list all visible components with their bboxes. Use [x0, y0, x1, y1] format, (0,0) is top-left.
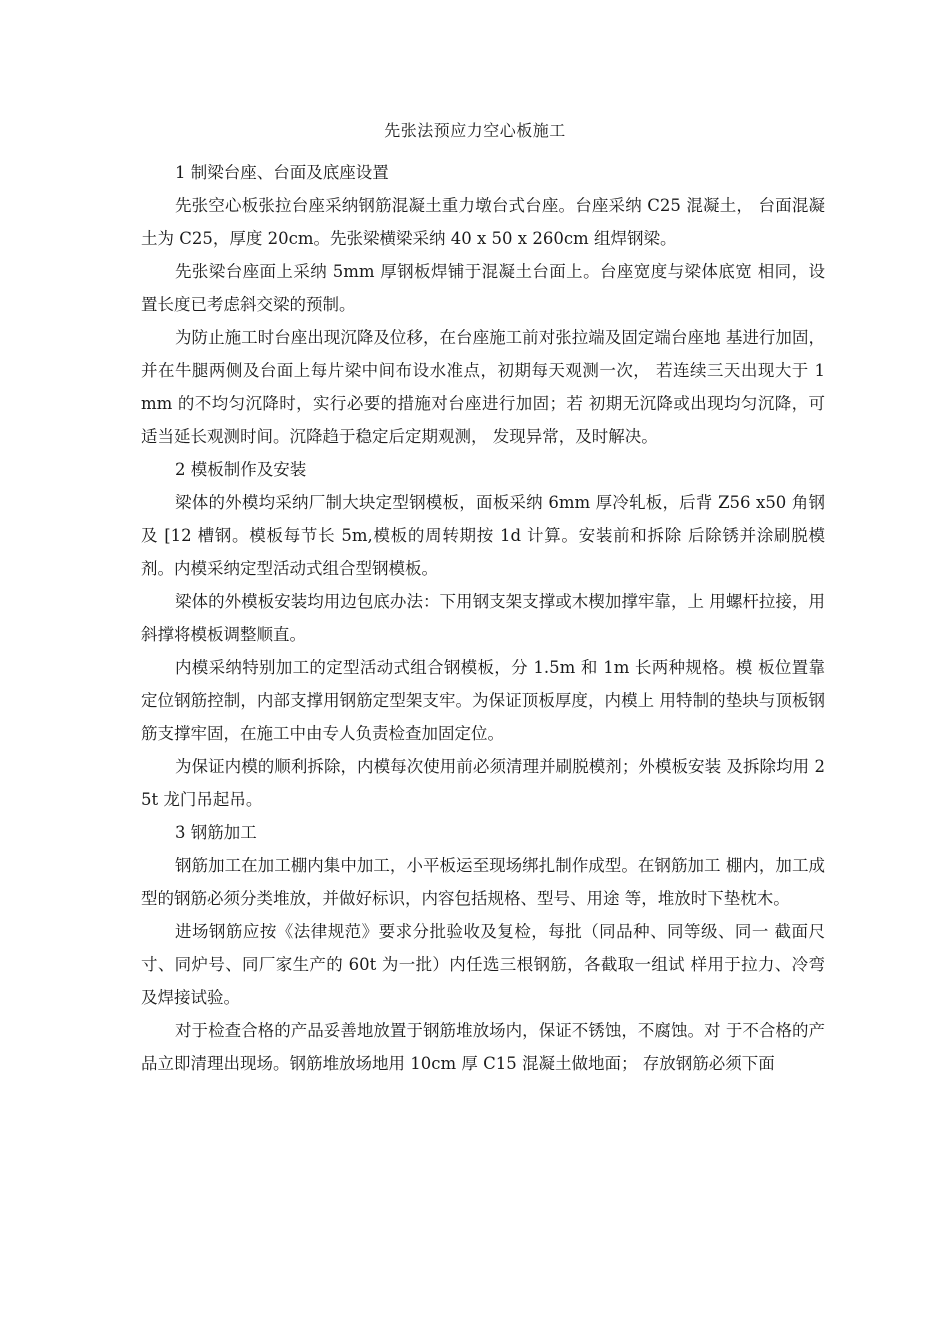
- section-heading-3: 3 钢筋加工: [175, 823, 257, 842]
- paragraph-6: 内模采纳特别加工的定型活动式组合钢模板，分 1.5m 和 1m 长两种规格。模 板位置靠定位钢筋控制，内部支撑用钢筋定型架支牢。为保证顶板厚度，内模上 用特制的垫块与顶板钢筋支撑牢固，在施工中由专人负责检查加固定位。: [141, 658, 825, 743]
- section-heading-2: 2 模板制作及安装: [175, 460, 307, 479]
- paragraph-3: 为防止施工时台座出现沉降及位移，在台座施工前对张拉端及固定端台座地 基进行加固，并在牛腿两侧及台面上每片梁中间布设水准点，初期每天观测一次， 若连续三天出现大于 1 mm 的不均匀沉降时，实行必要的措施对台座进行加固；若 初期无沉降或出现均匀沉降，可适当延长观测时间。沉降趋于稳定后定期观测， 发现异常，及时解决。: [141, 328, 825, 446]
- paragraph-5: 梁体的外模板安装均用边包底办法：下用钢支架支撑或木楔加撑牢靠，上 用螺杆拉接，用斜撑将模板调整顺直。: [141, 592, 825, 644]
- paragraph-9: 进场钢筋应按《法律规范》要求分批验收及复检，每批（同品种、同等级、同一 截面尺寸、同炉号、同厂家生产的 60t 为一批）内任选三根钢筋，各截取一组试 样用于拉力、冷弯及焊接试验。: [141, 922, 825, 1007]
- paragraph-1: 先张空心板张拉台座采纳钢筋混凝土重力墩台式台座。台座采纳 C25 混凝土， 台面混凝土为 C25，厚度 20cm。先张梁横梁采纳 40 x 50 x 260cm 组焊钢梁。: [141, 196, 825, 248]
- paragraph-2: 先张梁台座面上采纳 5mm 厚钢板焊铺于混凝土台面上。台座宽度与梁体底宽 相同，设置长度已考虑斜交梁的预制。: [141, 262, 825, 314]
- paragraph-8: 钢筋加工在加工棚内集中加工，小平板运至现场绑扎制作成型。在钢筋加工 棚内，加工成型的钢筋必须分类堆放，并做好标识，内容包括规格、型号、用途 等，堆放时下垫枕木。: [141, 856, 825, 908]
- paragraph-4: 梁体的外模均采纳厂制大块定型钢模板，面板采纳 6mm 厚冷轧板，后背 Z56 x50 角钢及 [12 槽钢。模板每节长 5m,模板的周转期按 1d 计算。安装前和拆除 后除锈并涂刷脱模剂。内模采纳定型活动式组合型钢模板。: [141, 493, 825, 578]
- document-title: 先张法预应力空心板施工: [384, 121, 566, 140]
- paragraph-7: 为保证内模的顺利拆除，内模每次使用前必须清理并刷脱模剂；外模板安装 及拆除均用 25t 龙门吊起吊。: [141, 757, 825, 809]
- document-body: [141, 156, 825, 1080]
- paragraph-10: 对于检查合格的产品妥善地放置于钢筋堆放场内，保证不锈蚀，不腐蚀。对 于不合格的产品立即清理出现场。钢筋堆放场地用 10cm 厚 C15 混凝土做地面； 存放钢筋必须下面: [141, 1021, 825, 1073]
- section-heading-1: 1 制梁台座、台面及底座设置: [175, 163, 389, 182]
